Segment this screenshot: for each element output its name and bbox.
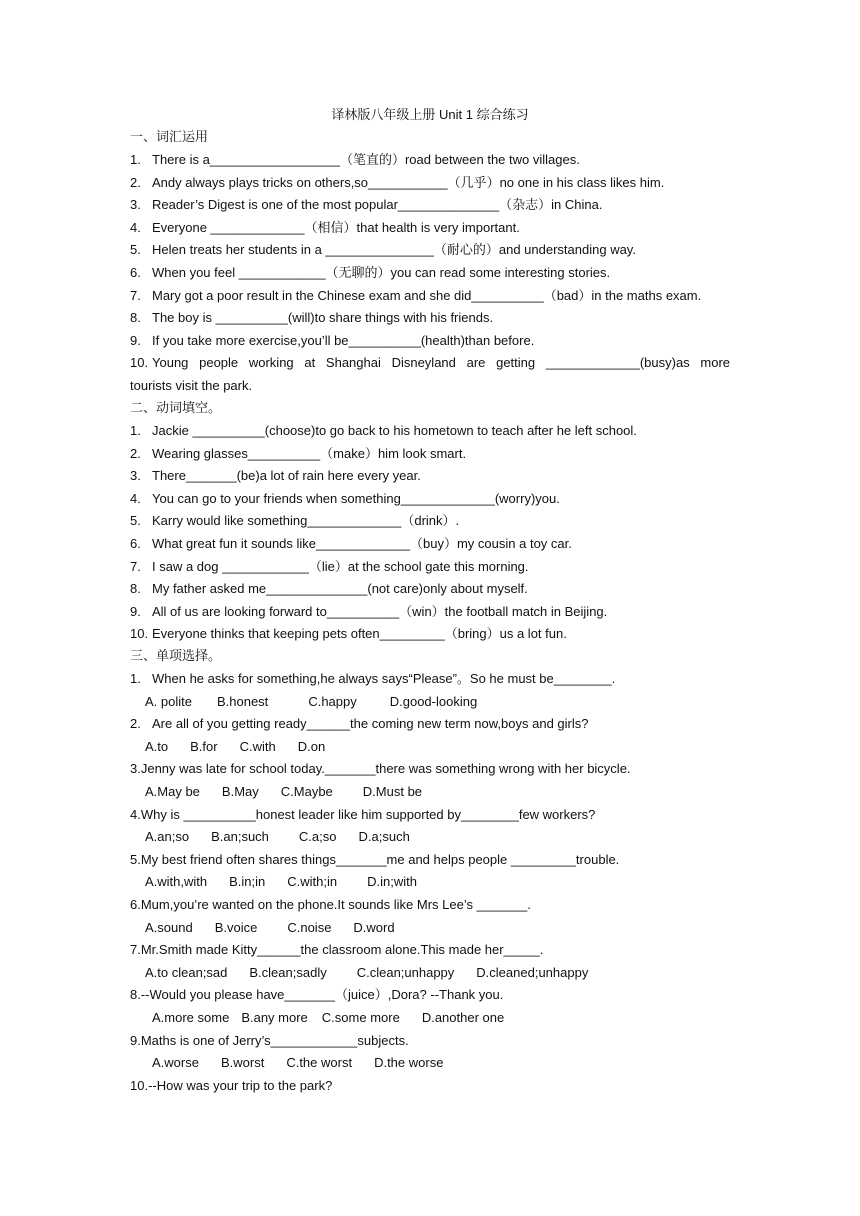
choice-options [130, 736, 745, 759]
item-number: 3. [130, 468, 141, 484]
choice-question [130, 1030, 730, 1053]
choice-option: D.a;such [358, 829, 410, 845]
choice-option: B.voice [214, 919, 258, 935]
verb-item [130, 465, 730, 488]
question-text: 9.Maths is one of Jerry’s____________subjects. [130, 1032, 409, 1048]
choice-option: B.for [190, 738, 218, 754]
verb-item [130, 488, 730, 511]
choice-option: A.to clean;sad [145, 964, 228, 980]
item-number: 2. [130, 445, 141, 461]
item-text: Karry would like something_____________（drink）. [152, 513, 460, 529]
item-number: 10. [130, 355, 149, 371]
choice-option: D.word [353, 919, 395, 935]
choice-question [130, 939, 730, 962]
vocab-item [130, 194, 730, 217]
choice-option: A. polite [145, 693, 192, 709]
choice-option: B.in;in [229, 874, 266, 890]
item-number: 1. [130, 423, 141, 438]
choice-option: A.more some [152, 1010, 230, 1025]
choice-option: A.worse [152, 1055, 199, 1071]
choice-question [130, 713, 730, 736]
item-text: Everyone thinks that keeping pets often_________（bring）us a lot fun. [152, 626, 567, 642]
vocab-item [130, 217, 730, 240]
item-text: Wearing glasses__________（make）him look smart. [152, 445, 467, 461]
question-text: 4.Why is __________honest leader like him supported by________few workers? [130, 806, 596, 822]
vocab-item [130, 285, 730, 308]
choice-option: C.the worst [286, 1055, 353, 1071]
question-text: When he asks for something,he always says“Please”。So he must be________. [152, 671, 616, 686]
item-number: 5. [130, 242, 141, 258]
choice-option: C.with [239, 738, 276, 754]
item-text: You can go to your friends when something_____________(worry)you. [152, 490, 560, 506]
choice-option: D.another one [421, 1010, 505, 1025]
item-text: I saw a dog ____________（lie）at the school gate this morning. [152, 558, 529, 574]
choice-option: C.a;so [298, 829, 337, 845]
verb-item [130, 510, 730, 533]
question-number: 2. [130, 716, 141, 732]
item-number: 7. [130, 287, 141, 303]
item-number: 1. [130, 152, 141, 167]
item-text: Mary got a poor result in the Chinese exam and she did__________（bad）in the maths exam. [152, 287, 702, 303]
document-title: 译林版八年级上册 Unit 1 综合练习 [331, 107, 529, 122]
item-number: 9. [130, 332, 141, 348]
choice-option: D.cleaned;unhappy [476, 964, 589, 980]
choice-options [130, 871, 745, 894]
choice-option: D.the worse [374, 1055, 444, 1071]
item-number: 6. [130, 536, 141, 551]
item-number: 9. [130, 603, 141, 619]
question-text: 6.Mum,you’re wanted on the phone.It sounds like Mrs Lee’s _______. [130, 897, 531, 912]
choice-option: B.any more [241, 1010, 308, 1025]
vocab-item [130, 330, 730, 353]
verb-item [130, 601, 730, 624]
choice-question [130, 849, 730, 872]
item-text: Young people working at Shanghai Disneyland are getting _____________(busy)as more [152, 355, 730, 371]
choice-options [130, 917, 745, 940]
question-text: 3.Jenny was late for school today._______there was something wrong with her bicycle. [130, 761, 631, 777]
choice-options [130, 1007, 752, 1030]
item-number: 4. [130, 490, 141, 506]
item-text: There_______(be)a lot of rain here every year. [152, 468, 421, 484]
item-number: 3. [130, 197, 141, 213]
choice-option: C.clean;unhappy [356, 964, 455, 980]
vocab-item [130, 262, 730, 285]
question-text: Are all of you getting ready______the coming new term now,boys and girls? [152, 716, 589, 732]
item-text: Andy always plays tricks on others,so___________（几乎）no one in his class likes him. [152, 174, 665, 190]
item-number: 10. [130, 626, 149, 642]
item-text: Helen treats her students in a _______________（耐心的）and understanding way. [152, 242, 636, 258]
question-text: 5.My best friend often shares things_______me and helps people _________trouble. [130, 851, 620, 867]
item-text: The boy is __________(will)to share things with his friends. [152, 310, 494, 326]
choice-option: B.honest [216, 693, 269, 709]
choice-option: A.May be [145, 784, 200, 799]
verb-item [130, 556, 730, 579]
item-number: 6. [130, 265, 141, 280]
choice-option: C.with;in [287, 874, 338, 890]
choice-option: C.happy [308, 693, 357, 709]
vocab-item [130, 149, 730, 172]
choice-option: A.to [145, 738, 169, 754]
verb-item [130, 533, 730, 556]
choice-option: C.Maybe [280, 784, 333, 799]
section-3-heading: 三、单项选择。 [130, 648, 222, 663]
vocab-item [130, 172, 730, 195]
question-text: 10.--How was your trip to the park? [130, 1077, 333, 1093]
verb-item [130, 443, 730, 466]
item-number: 5. [130, 513, 141, 529]
question-text: 8.--Would you please have_______（juice）,Dora? --Thank you. [130, 987, 504, 1003]
choice-option: C.noise [287, 919, 332, 935]
choice-question [130, 1075, 730, 1098]
item-text: When you feel ____________（无聊的）you can read some interesting stories. [152, 265, 611, 280]
choice-question [130, 758, 730, 781]
vocab-item [130, 352, 730, 375]
question-text: 7.Mr.Smith made Kitty______the classroom alone.This made her_____. [130, 942, 544, 958]
verb-item [130, 420, 730, 443]
vocab-item [130, 239, 730, 262]
choice-question [130, 668, 730, 691]
section-2-heading: 二、动词填空。 [130, 400, 222, 415]
choice-option: D.good-looking [389, 693, 478, 709]
item-text: There is a__________________（笔直的）road between the two villages. [152, 152, 580, 167]
choice-question [130, 804, 730, 827]
choice-options [130, 691, 745, 714]
section-1-heading: 一、词汇运用 [130, 129, 209, 144]
item-text: My father asked me______________(not care)only about myself. [152, 581, 528, 597]
item-number: 8. [130, 310, 141, 326]
question-number: 1. [130, 671, 141, 686]
item-text: Reader’s Digest is one of the most popular______________（杂志）in China. [152, 197, 603, 213]
item-number: 7. [130, 558, 141, 574]
item-text: What great fun it sounds like_____________（buy）my cousin a toy car. [152, 536, 572, 551]
vocab-item [130, 307, 730, 330]
choice-option: D.on [297, 738, 326, 754]
item-text: Everyone _____________（相信）that health is very important. [152, 219, 520, 235]
choice-question [130, 894, 730, 917]
vocab-item-continuation: tourists visit the park. [130, 378, 253, 393]
choice-option: D.Must be [362, 784, 423, 799]
verb-item [130, 623, 730, 646]
choice-option: A.an;so [145, 829, 190, 845]
choice-options [130, 962, 745, 985]
choice-option: C.some more [321, 1010, 400, 1025]
choice-option: D.in;with [367, 874, 417, 890]
item-text: All of us are looking forward to__________（win）the football match in Beijing. [152, 603, 608, 619]
choice-option: A.sound [145, 919, 193, 935]
item-text: If you take more exercise,you’ll be__________(health)than before. [152, 332, 535, 348]
choice-option: B.May [221, 784, 259, 799]
choice-option: B.worst [220, 1055, 265, 1071]
choice-option: A.with,with [145, 874, 208, 890]
choice-question [130, 984, 730, 1007]
item-number: 2. [130, 174, 141, 190]
choice-options [130, 781, 745, 804]
choice-options [130, 1052, 752, 1075]
item-number: 8. [130, 581, 141, 597]
choice-option: B.an;such [211, 829, 269, 845]
item-text: Jackie __________(choose)to go back to his hometown to teach after he left school. [152, 423, 637, 438]
choice-options [130, 826, 745, 849]
item-number: 4. [130, 219, 141, 235]
choice-option: B.clean;sadly [249, 964, 327, 980]
verb-item [130, 578, 730, 601]
